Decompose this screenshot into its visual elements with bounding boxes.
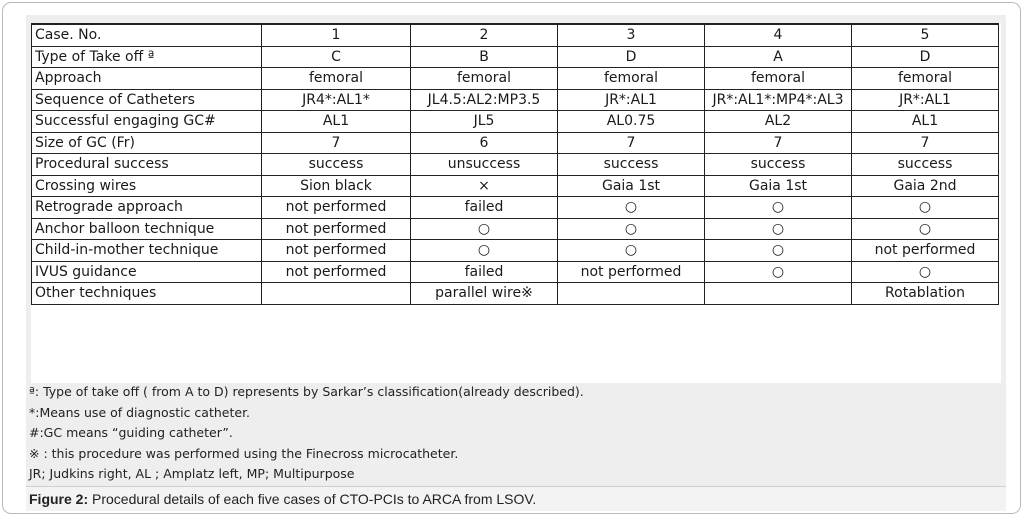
table-cell: C: [262, 46, 411, 68]
note-diagnostic: *:Means use of diagnostic catheter.: [29, 404, 251, 420]
case-table: [31, 23, 999, 305]
note-finecross: ※ : this procedure was performed using the Finecross microcatheter.: [29, 445, 459, 461]
figure-panel: [26, 15, 1006, 511]
table-cell: ○: [705, 261, 852, 283]
table-cell: femoral: [705, 68, 852, 90]
table-cell: parallel wire※: [411, 283, 558, 305]
table-cell: success: [262, 154, 411, 176]
table-cell: 7: [852, 132, 999, 154]
caption-text: Procedural details of each five cases of CTO-PCIs to ARCA from LSOV.: [88, 491, 537, 507]
table-cell: 6: [411, 132, 558, 154]
table-row: [32, 132, 999, 154]
table-cell: femoral: [411, 68, 558, 90]
table-cell: JL4.5:AL2:MP3.5: [411, 89, 558, 111]
table-row: [32, 197, 999, 219]
table-cell: ○: [852, 197, 999, 219]
table-cell: ○: [705, 218, 852, 240]
header-label-cell: Case. No.: [32, 24, 262, 46]
table-row: [32, 283, 999, 305]
table-cell: success: [558, 154, 705, 176]
table-cell: AL1: [852, 111, 999, 133]
table-cell: D: [852, 46, 999, 68]
table-row: [32, 111, 999, 133]
table-row: [32, 175, 999, 197]
table-cell: AL1: [262, 111, 411, 133]
table-cell: [558, 283, 705, 305]
row-label-cell: Anchor balloon technique: [32, 218, 262, 240]
table-cell: femoral: [558, 68, 705, 90]
figure-frame: [2, 2, 1021, 514]
table-cell: JR4*:AL1*: [262, 89, 411, 111]
table-cell: unsuccess: [411, 154, 558, 176]
table-cell: D: [558, 46, 705, 68]
table-row: [32, 240, 999, 262]
table-cell: ○: [705, 197, 852, 219]
table-cell: not performed: [262, 218, 411, 240]
note-gc: #:GC means “guiding catheter”.: [29, 425, 233, 440]
table-cell: not performed: [852, 240, 999, 262]
table-cell: ○: [852, 218, 999, 240]
table-cell: JL5: [411, 111, 558, 133]
case-number-cell: 5: [852, 24, 999, 46]
table-cell: Gaia 1st: [705, 175, 852, 197]
table-image: [31, 23, 1001, 383]
table-row: [32, 218, 999, 240]
table-cell: ○: [558, 218, 705, 240]
table-cell: Gaia 1st: [558, 175, 705, 197]
table-cell: A: [705, 46, 852, 68]
table-cell: JR*:AL1: [852, 89, 999, 111]
table-cell: femoral: [262, 68, 411, 90]
table-cell: ○: [411, 240, 558, 262]
table-cell: AL2: [705, 111, 852, 133]
table-cell: [705, 283, 852, 305]
figure-caption: [26, 486, 1006, 511]
table-cell: not performed: [262, 240, 411, 262]
note-abbreviations: JR; Judkins right, AL ; Amplatz left, MP; Multipurpose: [29, 466, 355, 481]
table-row: [32, 261, 999, 283]
table-cell: [262, 283, 411, 305]
row-label-cell: Type of Take off ª: [32, 46, 262, 68]
row-label-cell: Successful engaging GC#: [32, 111, 262, 133]
table-cell: not performed: [262, 261, 411, 283]
case-number-cell: 2: [411, 24, 558, 46]
caption-label: Figure 2:: [29, 491, 89, 507]
table-cell: ○: [852, 261, 999, 283]
case-number-cell: 4: [705, 24, 852, 46]
row-label-cell: Procedural success: [32, 154, 262, 176]
table-cell: ○: [411, 218, 558, 240]
table-cell: failed: [411, 197, 558, 219]
table-cell: ○: [558, 240, 705, 262]
row-label-cell: IVUS guidance: [32, 261, 262, 283]
table-cell: Rotablation: [852, 283, 999, 305]
row-label-cell: Retrograde approach: [32, 197, 262, 219]
table-cell: success: [705, 154, 852, 176]
table-cell: 7: [558, 132, 705, 154]
table-cell: failed: [411, 261, 558, 283]
row-label-cell: Sequence of Catheters: [32, 89, 262, 111]
table-cell: ○: [705, 240, 852, 262]
table-cell: success: [852, 154, 999, 176]
table-cell: Gaia 2nd: [852, 175, 999, 197]
table-header-row: [32, 24, 999, 46]
row-label-cell: Size of GC (Fr): [32, 132, 262, 154]
row-label-cell: Crossing wires: [32, 175, 262, 197]
table-cell: JR*:AL1*:MP4*:AL3: [705, 89, 852, 111]
table-cell: B: [411, 46, 558, 68]
table-row: [32, 89, 999, 111]
table-cell: femoral: [852, 68, 999, 90]
table-cell: not performed: [558, 261, 705, 283]
table-row: [32, 46, 999, 68]
table-cell: 7: [705, 132, 852, 154]
table-cell: Sion black: [262, 175, 411, 197]
table-cell: JR*:AL1: [558, 89, 705, 111]
case-number-cell: 3: [558, 24, 705, 46]
table-notes: [29, 382, 584, 485]
table-cell: AL0.75: [558, 111, 705, 133]
row-label-cell: Child-in-mother technique: [32, 240, 262, 262]
case-number-cell: 1: [262, 24, 411, 46]
row-label-cell: Approach: [32, 68, 262, 90]
table-cell: ○: [558, 197, 705, 219]
table-row: [32, 68, 999, 90]
table-cell: not performed: [262, 197, 411, 219]
table-cell: ×: [411, 175, 558, 197]
table-cell: 7: [262, 132, 411, 154]
row-label-cell: Other techniques: [32, 283, 262, 305]
table-row: [32, 154, 999, 176]
note-takeoff: ª: Type of take off ( from A to D) represents by Sarkar’s classification(already described).: [29, 384, 584, 399]
